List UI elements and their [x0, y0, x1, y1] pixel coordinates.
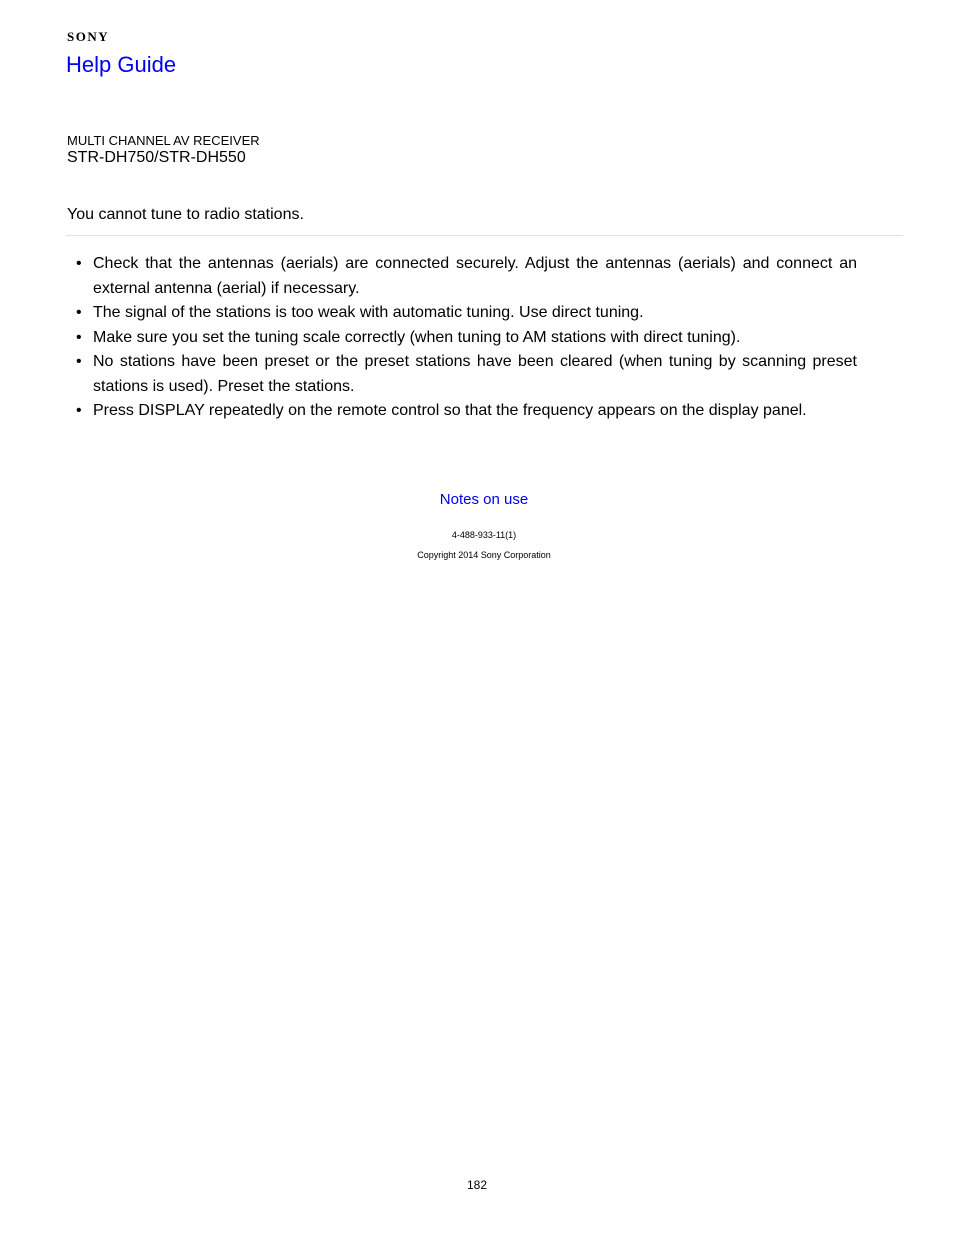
list-item: [76, 399, 857, 424]
list-item: [76, 252, 857, 301]
list-item: [76, 301, 857, 326]
bullet-icon: •: [76, 255, 82, 272]
copyright-notice: Copyright 2014 Sony Corporation: [417, 550, 551, 560]
list-item-text: Make sure you set the tuning scale correctly (when tuning to AM stations with direct tuning).: [93, 328, 741, 346]
bullet-icon: •: [76, 328, 82, 346]
list-item-text: Check that the antennas (aerials) are connected securely. Adjust the antennas (aerials) and connect an external antenna (aerial) if necessary.: [93, 255, 857, 297]
bullet-icon: •: [76, 304, 82, 321]
help-guide-link[interactable]: Help Guide: [66, 52, 177, 77]
bullet-icon: •: [76, 353, 82, 370]
list-item-text: The signal of the stations is too weak with automatic tuning. Use direct tuning.: [93, 304, 644, 321]
title-divider: [66, 235, 903, 236]
notes-on-use-link[interactable]: Notes on use: [439, 491, 529, 508]
troubleshooting-list: [76, 252, 857, 424]
list-item-text: Press DISPLAY repeatedly on the remote control so that the frequency appears on the display panel.: [93, 402, 807, 419]
model-name: STR-DH750/STR-DH550: [67, 149, 246, 166]
bullet-icon: •: [76, 402, 82, 419]
document-number: 4-488-933-11(1): [451, 530, 517, 540]
page-number: 182: [466, 1178, 488, 1192]
product-category: MULTI CHANNEL AV RECEIVER: [67, 133, 260, 148]
topic-title: You cannot tune to radio stations.: [67, 206, 304, 223]
list-item-text: No stations have been preset or the preset stations have been cleared (when tuning by scanning preset stations is used). Preset the stations.: [93, 353, 857, 395]
sony-logo: SONY: [67, 29, 110, 44]
list-item: [76, 326, 857, 351]
list-item: [76, 350, 857, 399]
